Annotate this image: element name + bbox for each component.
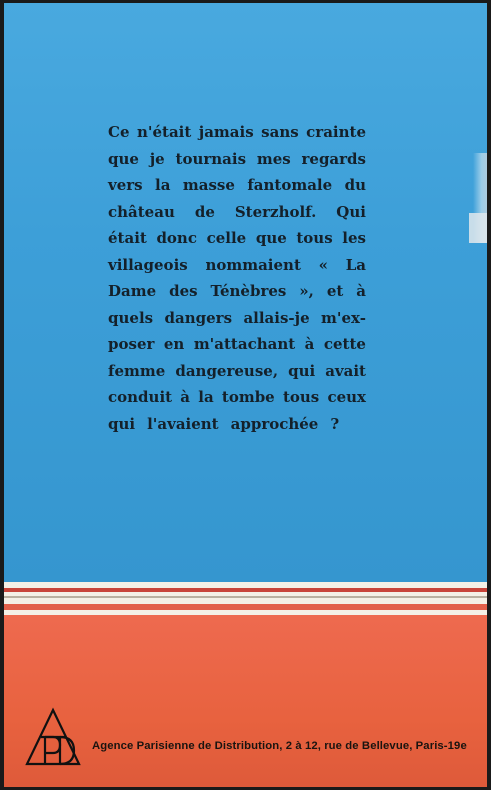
publisher-address: Agence Parisienne de Distribution, 2 à 12, rue de Bellevue, Paris-19e: [92, 740, 467, 752]
blurb-line: quels dangers allais-je m'ex-: [108, 308, 366, 327]
blurb-line: Dame des Ténèbres », et à: [108, 282, 366, 300]
red-stripe: [4, 588, 487, 592]
blurb-line: poser en m'attachant à cette: [108, 335, 366, 353]
spine-tear: [469, 213, 487, 243]
orange-stripe: [4, 604, 487, 610]
blurb-line: qui l'avaient approchée ?: [108, 414, 340, 433]
blue-panel: [4, 3, 487, 582]
blurb-line: Ce n'était jamais sans crainte: [108, 123, 366, 141]
blurb-text: [108, 119, 366, 437]
blurb-line: était donc celle que tous les: [108, 229, 366, 247]
thin-stripe: [4, 596, 487, 598]
blurb-line: villageois nommaient « La: [108, 255, 366, 274]
stripe-band: [4, 582, 487, 615]
blurb-line: conduit à la tombe tous ceux: [108, 388, 366, 406]
book-back-cover: [4, 3, 487, 787]
apd-triangle-logo-icon: [24, 707, 82, 767]
blurb-line: château de Sterzholf. Qui: [108, 202, 366, 221]
blurb-line: femme dangereuse, qui avait: [108, 361, 366, 380]
blurb-line: que je tournais mes regards: [108, 149, 366, 168]
blurb-line: vers la masse fantomale du: [108, 176, 366, 194]
orange-panel: [4, 615, 487, 787]
